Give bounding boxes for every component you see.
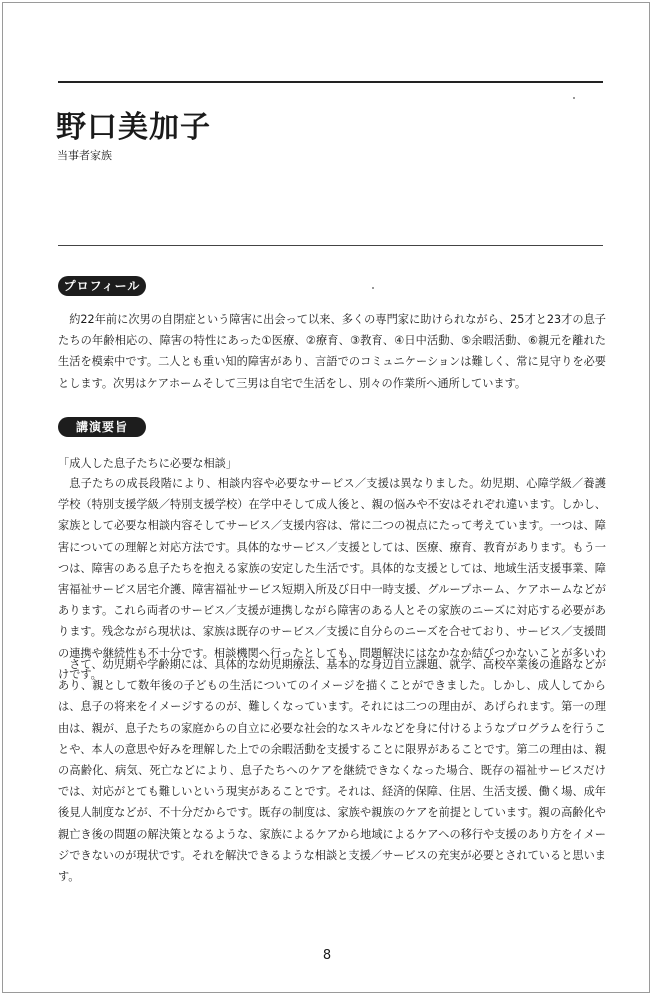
profile-text: 約22年前に次男の自閉症という障害に出会って以来、多くの専門家に助けられながら、25才と23才の息子たちの年齢相応の、障害の特性にあった①医療、②療育、③教育、④日中活動、⑤余暇活動、⑥親元を離れた生活を模索中です。二人とも重い知的障害があり、言語でのコミュニケーションは難しく、常に見守りを必要とします。次男はケアホームそして三男は自宅で生活をし、別々の作業所へ通所しています。: [58, 313, 606, 390]
profile-paragraph: [58, 309, 606, 394]
author-name: 野口美加子: [56, 110, 211, 145]
scan-speck: [573, 97, 575, 99]
talk-paragraph-1-text: 息子たちの成長段階により、相談内容や必要なサービス／支援は異なりました。幼児期、心障学級／養護学校（特別支援学級／特別支援学校）在学中そして成人後と、親の悩みや不安はそれぞれ違います。しかし、家族として必要な相談内容そしてサービス／支援内容は、常に二つの視点にたって考えています。一つは、障害についての理解と対応方法です。具体的なサービス／支援としては、医療、療育、教育があります。もう一つは、障害のある息子たちを抱える家族の安定した生活です。具体的な支援としては、地域生活支援事業、障害福祉サービス居宅介護、障害福祉サービス短期入所及び日中一時支援、グループホーム、ケアホームなどがあります。これら両者のサービス／支援が連携しながら障害のある人とその家族のニーズに対応する必要があります。残念ながら現状は、家族は既存のサービス／支援に自分らのニーズを合せており、サービス／支援間の連携や継続性も不十分です。相談機関へ行ったとしても、問題解決にはなかなか結びつかないことが多いわけです。: [58, 477, 606, 681]
author-role: 当事者家族: [57, 149, 112, 162]
top-rule: [58, 81, 603, 83]
profile-heading: プロフィール: [58, 276, 146, 296]
scan-speck: [372, 287, 374, 289]
page-number: 8: [322, 948, 332, 963]
talk-paragraph-2: [58, 654, 606, 887]
talk-title: 「成人した息子たちに必要な相談」: [58, 457, 238, 470]
section-rule: [58, 245, 603, 246]
talk-heading: 講演要旨: [58, 417, 146, 437]
talk-paragraph-2-text: さて、幼児期や学齢期には、具体的な幼児期療法、基本的な身辺自立課題、就学、高校卒業後の進路などがあり、親として数年後の子どもの生活についてのイメージを描くことができました。しかし、成人してからは、息子の将来をイメージするのが、難しくなっています。それには二つの理由が、あげられます。第一の理由は、親が、息子たちの家庭からの自立に必要な社会的なスキルなどを身に付けるようなプログラムを行うことや、本人の意思や好みを理解した上での余暇活動を支援することに限界があることです。第二の理由は、親の高齢化、病気、死亡などにより、息子たちへのケアを継続できなくなった場合、既存の福祉サービスだけでは、対応がとても難しいという現実があることです。それは、経済的保障、住居、生活支援、働く場、成年後見人制度などが、不十分だからです。既存の制度は、家族や親族のケアを前提としています。親の高齢化や親亡き後の問題の解決策となるような、家族によるケアから地域によるケアへの移行や支援のあり方をイメージできないのが現状です。それを解決できるような相談と支援／サービスの充実が必要とされていると思います。: [58, 658, 606, 884]
